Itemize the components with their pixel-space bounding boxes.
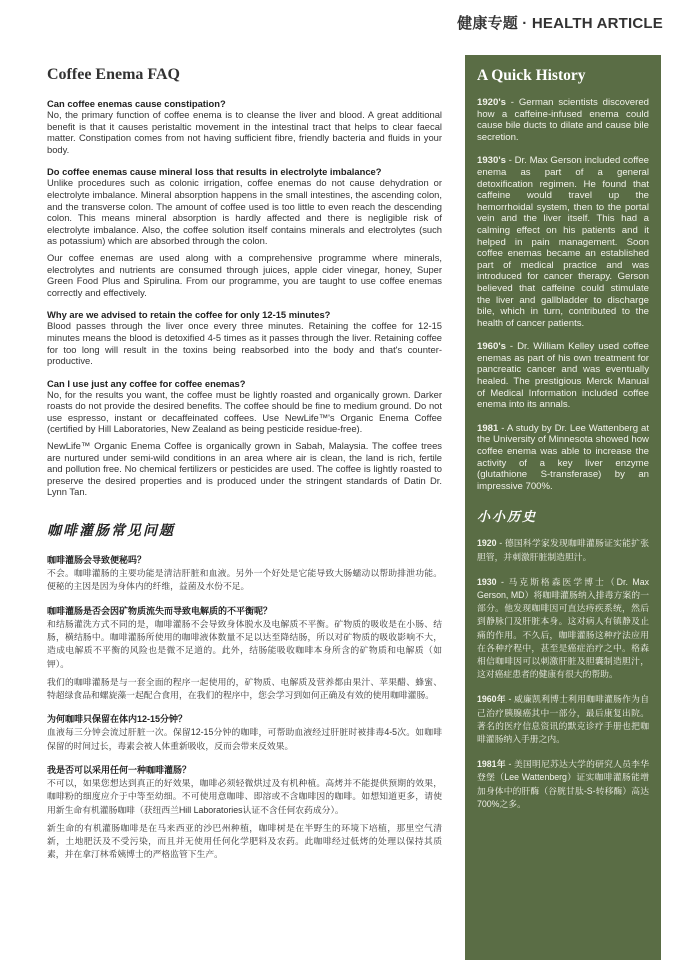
history-text: - Dr. William Kelley used coffee enemas as part of his own treatment for pancreatic cancer and was eventually healed. The prestigious Merck Manual of Medical Information included coffee enema into its annals.: [477, 341, 649, 411]
zh-faq-question: 为何咖啡只保留在体内12-15分钟？: [47, 714, 188, 725]
zh-history-year: 1930: [477, 576, 497, 587]
zh-faq-item: [47, 764, 442, 862]
zh-faq-answer: 血液每三分钟会流过肝脏一次。保留12-15分钟的咖啡，可帮助血液经过肝脏时被排毒4-5次。如咖啡保留的时间过长，毒素会被人体重新吸收，反而会带来反效果。: [47, 727, 442, 751]
zh-faq-answer-continued: 我们的咖啡灌肠是与一套全面的程序一起使用的，矿物质、电解质及营养都由果汁、苹果醋、蜂蜜、特超绿食品和螺旋藻一起配合食用，在我们的程序中，您会学习到如何正确及有效的使用咖啡灌肠。: [47, 676, 442, 701]
faq-answer: Unlike procedures such as colonic irrigation, coffee enemas do not cause dehydration or electrolyte imbalance. Mineral absorption happens in the small intestines, the ascending colon, and the transverse colon. The amount of coffee used is too little to even reach the descending colon. This means mineral absorption is hardly affected and there is negligible risk of electrolyte imbalance. Also, the coffee solution itself contains minerals and electrolytes (such as potassium) which are absorbed through the colon.: [47, 177, 442, 247]
faq-item: [47, 166, 442, 298]
zh-history-year: 1920: [477, 538, 497, 549]
section-header: 健康专题 · HEALTH ARTICLE: [457, 15, 663, 32]
zh-history-text: - 威廉凯利博士利用咖啡灌肠作为自己治疗胰腺癌其中一部分，最后康复出院。著名的医疗信息资讯的默克诊疗手册也把咖啡灌肠纳入手册之内。: [477, 694, 649, 745]
history-year: 1930's: [477, 155, 506, 167]
zh-faq-title: 咖啡灌肠常见问题: [47, 523, 175, 540]
faq-title: Coffee Enema FAQ: [47, 66, 180, 83]
history-sidebar: [465, 55, 661, 960]
zh-history-entry: [477, 758, 649, 811]
history-entry: [477, 423, 649, 493]
zh-history-text: - 德国科学家发现咖啡灌肠证实能扩张胆管，并刺激肝脏制造胆汁。: [477, 538, 649, 562]
zh-history-text: - 马克斯格森医学博士（Dr. Max Gerson, MD）将咖啡灌肠纳入排毒方案的一部分。他发现咖啡因可直达痔疾系统，然后到静脉门及肝脏本身。这对病人有镇静及止痛的作用。不久后，咖啡灌肠这种疗法应用在各种疗程中，甚至是癌症治疗之中。格森相信咖啡因可以刺激肝脏及胆囊制造胆汁，这对癌症患者的健康有很大的帮助。: [477, 576, 649, 680]
history-entry: [477, 155, 649, 329]
faq-question: Can I use just any coffee for coffee enemas?: [47, 377, 246, 389]
faq-item: [47, 309, 442, 366]
faq-answer-continued: NewLife™ Organic Enema Coffee is organically grown in Sabah, Malaysia. The coffee trees are nurtured under semi-wild conditions in an area where air is clean, the land is rich, fertile and pollution free. No chemical fertilizers or pesticides are used. The coffee is lightly roasted to preserve the desired properties and is produced under the stringent standards of Datin Dr. Lynn Tan.: [47, 440, 442, 498]
history-year: 1981: [477, 422, 499, 434]
zh-faq-answer: 和结肠灌洗方式不同的是，咖啡灌肠不会导致身体脱水及电解质不平衡。矿物质的吸收是在小肠、结肠，横结肠中。咖啡灌肠所使用的咖啡液体数量不足以达至降结肠，所以对矿物质的吸收影响不大，造成电解质不平衡的风险也是微不足道的。此外，结肠能吸收咖啡本身所含的矿物质和电解质（如钾）。: [47, 618, 442, 669]
history-text: - A study by Dr. Lee Wattenberg at the University of Minnesota showed how coffee enema was able to increase the activity of a key liver enzyme (glutathione S-transferase) by an impressive 700%.: [477, 422, 649, 492]
faq-answer-continued: Our coffee enemas are used along with a comprehensive programme where minerals, electrolytes and nutrients are consumed through juices, apple cider vinegar, honey, Super Green Food Plus and Spirulina. From our programme, you are taught to use coffee enemas correctly and effectively.: [47, 251, 442, 298]
zh-faq-item: [47, 713, 442, 753]
zh-faq-question: 咖啡灌肠是否会因矿物质流失而导致电解质的不平衡呢？: [47, 605, 273, 616]
history-year: 1960's: [477, 341, 506, 353]
faq-answer: No, the primary function of coffee enema is to cleanse the liver and blood. A great additional benefit is that it causes peristaltic movement in the intestinal tract that helps to clear faecal matter. Constipation comes from not having sufficient fibre, friendly bacteria and fluids in your body.: [47, 109, 442, 155]
zh-history-text: - 美国明尼苏达大学的研究人员李华登堡（Lee Wattenberg）证实咖啡灌肠能增加身体中的肝酶（谷胱甘肽-S-转移酶）高达700%之多。: [477, 759, 649, 809]
sidebar-title: A Quick History: [477, 67, 586, 84]
faq-item: [47, 98, 442, 155]
sidebar-zh-title: 小小历史: [477, 510, 538, 526]
zh-faq-question: 咖啡灌肠会导致便秘吗？: [47, 555, 147, 566]
zh-history-entry: [477, 693, 649, 746]
history-entry: [477, 97, 649, 143]
zh-faq-item: [47, 605, 442, 703]
zh-faq-answer: 不会。咖啡灌肠的主要功能是清洁肝脏和血液。另外一个好处是它能导致大肠蠕动以帮助排泄功能。便秘的主因是因为身体内的纤维，益菌及水份不足。: [47, 568, 442, 592]
zh-faq-item: [47, 554, 442, 594]
history-entry: [477, 341, 649, 411]
zh-history-year: 1960年: [477, 694, 506, 705]
zh-history-year: 1981年: [477, 759, 506, 770]
faq-question: Do coffee enemas cause mineral loss that results in electrolyte imbalance?: [47, 166, 382, 178]
main-article: [47, 66, 442, 868]
faq-question: Can coffee enemas cause constipation?: [47, 98, 226, 109]
history-text: - Dr. Max Gerson included coffee enema as part of a general detoxification regimen. He found that caffeine would travel up the hemorrhoidal system, then to the portal vein and the liver itself. This had a calming effect on his patients and it helped in pain management. Soon coffee enemas became an established part of medical practice and was introduced for cancer therapy. Gerson believed that caffeine could stimulate the liver and gallbladder to discharge bile, which in turn, contributed to the health of cancer patients.: [477, 155, 649, 329]
faq-answer: No, for the results you want, the coffee must be lightly roasted and organically grown. Darker roasts do not provide the desired benefits. The coffee should be fine to medium ground. Do not use espresso, instant or decaffeinated coffees. Use NewLife™'s Organic Enema Coffee (certified by Hill Laboratories, New Zealand as being pesticide residue-free).: [47, 388, 442, 435]
history-year: 1920's: [477, 97, 506, 108]
zh-faq-question: 我是否可以采用任何一种咖啡灌肠？: [47, 765, 192, 775]
faq-answer: Blood passes through the liver once every three minutes. Retaining the coffee for 12-15 minutes means the blood is detoxified 4-5 times as it passes through the liver. Retaining coffee for too long will result in the toxins being reabsorbed into the body and that's counter-productive.: [47, 320, 442, 367]
faq-item: [47, 378, 442, 498]
zh-faq-answer-continued: 新生命的有机灌肠咖啡是在马来西亚的沙巴州种植，咖啡树是在半野生的环境下培植，那里空气清新，土地肥沃及不受污染，而且并无使用任何化学肥料及农药。此咖啡经过低烤的处理以保持其质素，并在拿汀林希姨博士的严格监管下生产。: [47, 822, 442, 860]
faq-question: Why are we advised to retain the coffee for only 12-15 minutes?: [47, 309, 331, 321]
history-text: - German scientists discovered how a caffeine-infused enema could cause bile ducts to dilate and cause bile secretion.: [477, 97, 649, 143]
zh-history-entry: [477, 576, 649, 682]
zh-history-entry: [477, 537, 649, 563]
zh-faq-answer: 不可以，如果您想达到真正的好效果，咖啡必须轻微烘过及有机种植。高烤并不能提供预期的效果，咖啡粉的细度应介于中等至幼细。不可使用意咖啡、即溶或不含咖啡因的咖啡。如想知道更多，请使用新生命有机灌肠咖啡（获纽西兰Hill Laboratories认证不含任何农药成分）。: [47, 778, 442, 815]
